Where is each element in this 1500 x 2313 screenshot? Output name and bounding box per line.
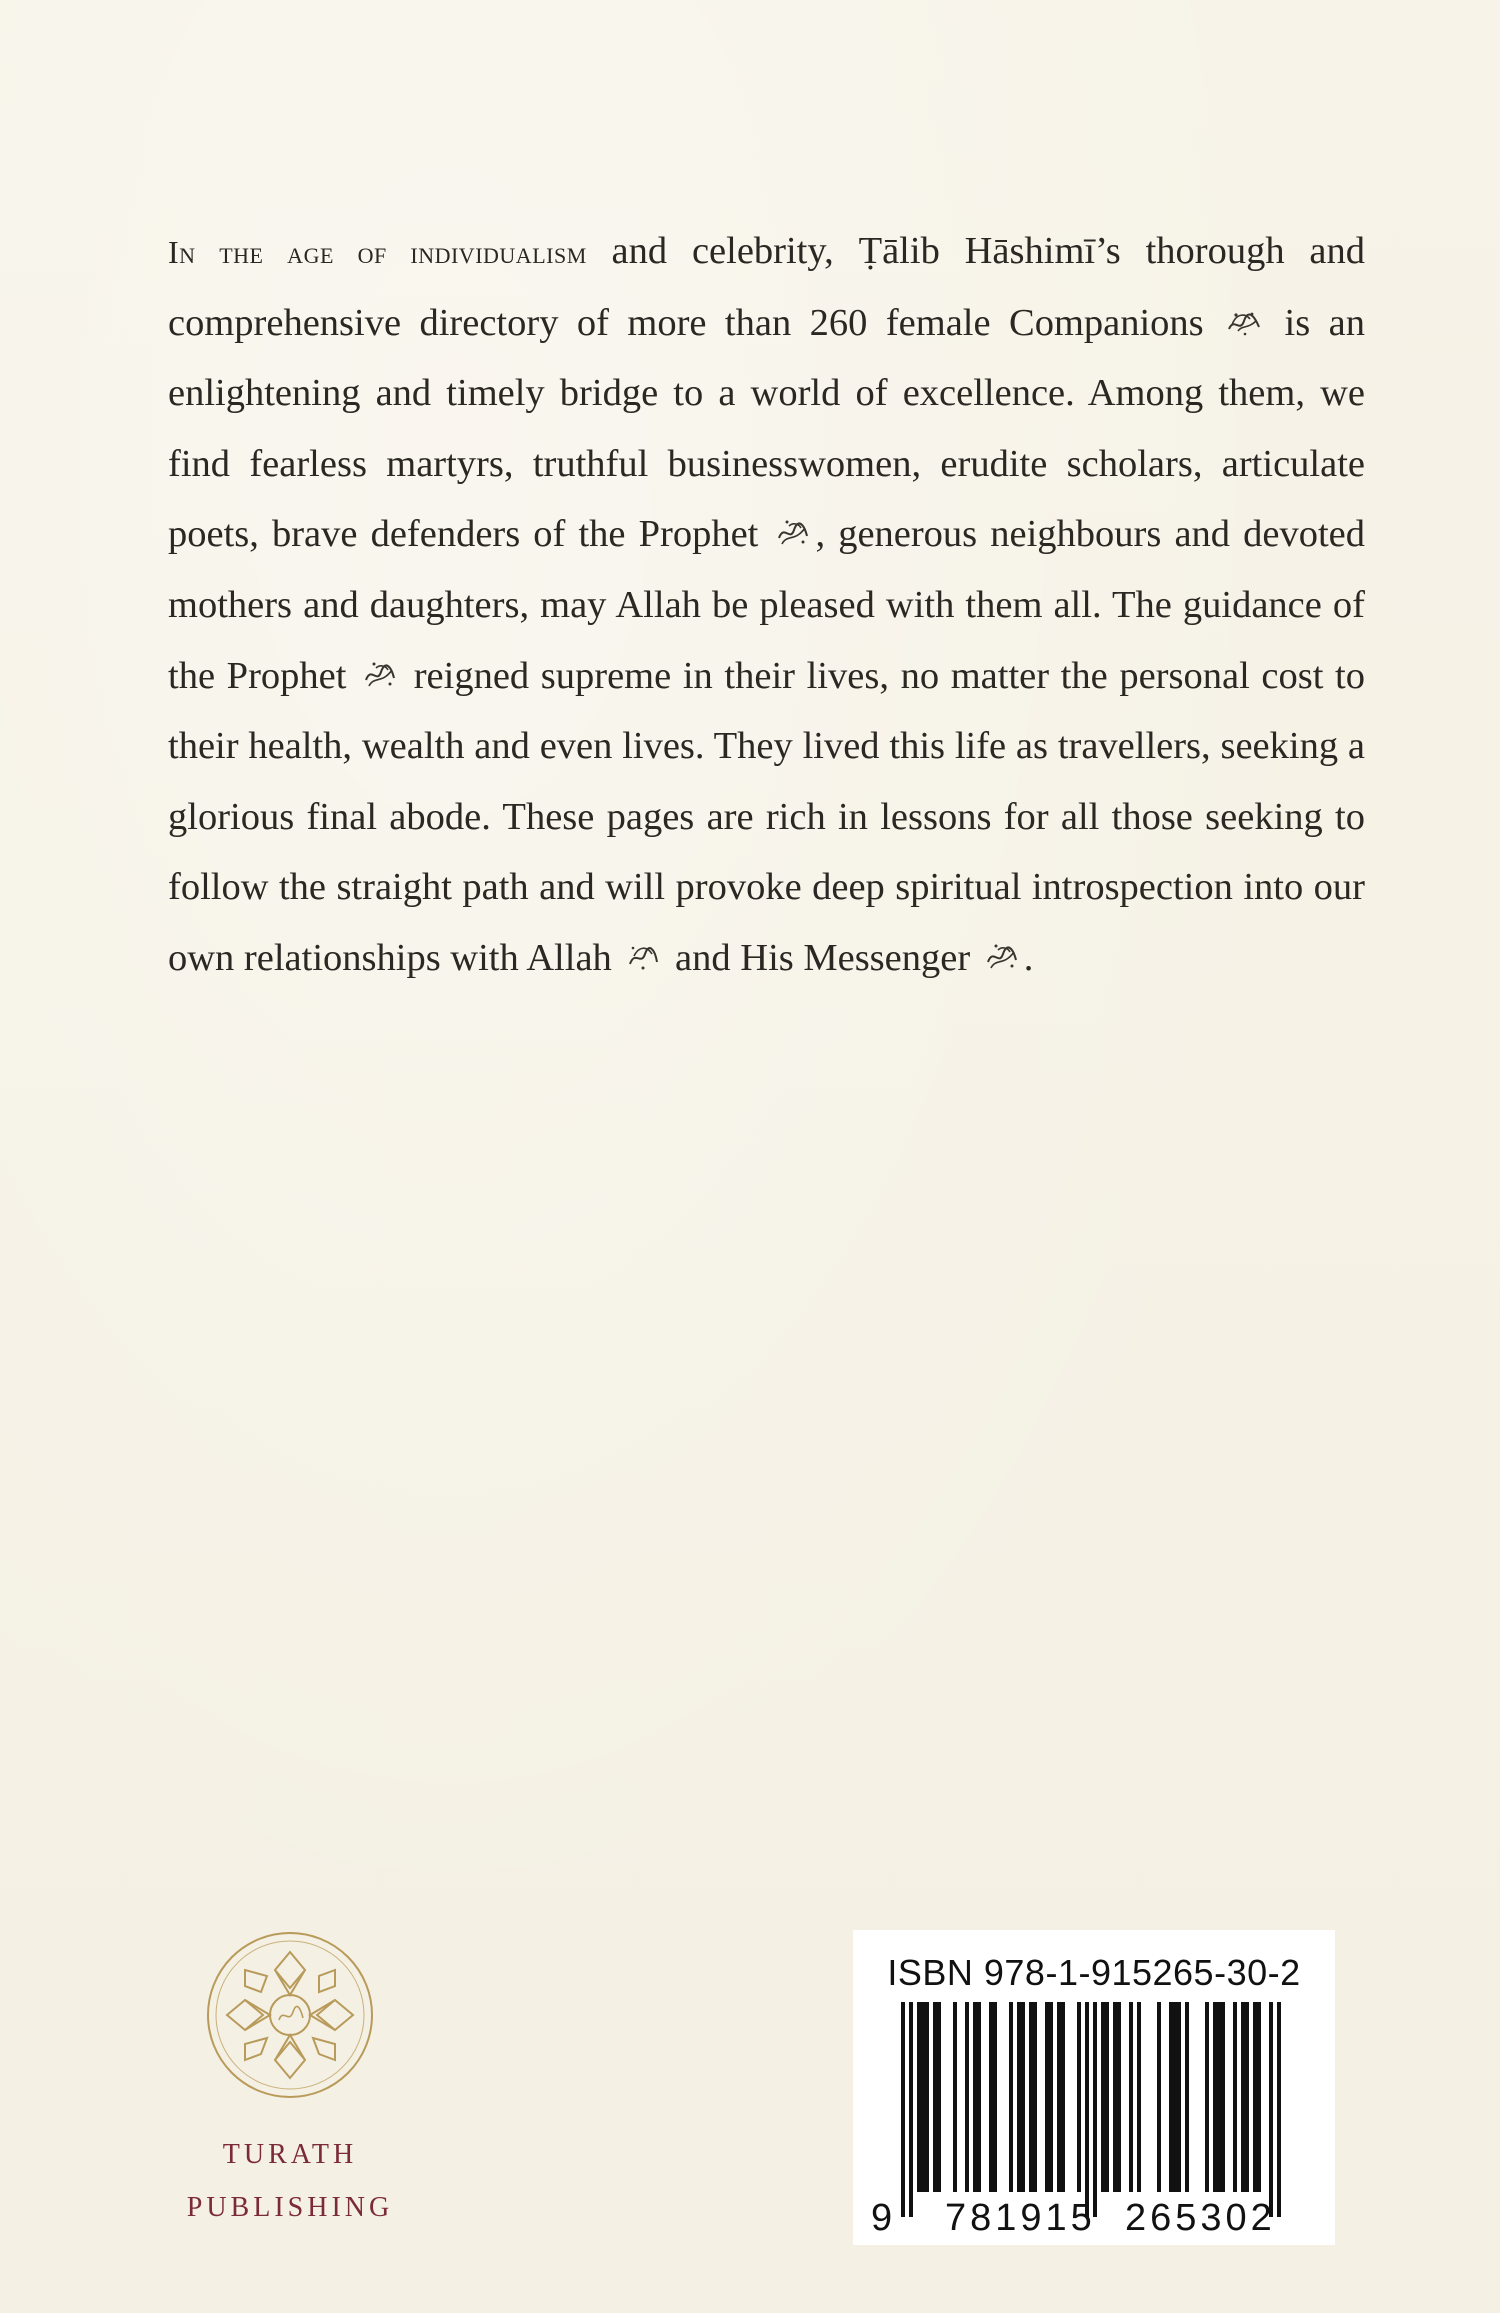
barcode-bar <box>1009 2002 1013 2192</box>
blurb-text-4: reigned supreme in their lives, no matter the personal cost to their health, wealth and even lives. They lived this life as travellers, seeking a glorious final abode. These pages are rich in lessons for all those seeking to follow the straight path and will provoke deep spiritual introspection into our own relationships with Allah <box>168 654 1366 979</box>
barcode-bar <box>1113 2002 1117 2192</box>
barcode-bar <box>993 2002 997 2192</box>
publisher-line-2: PUBLISHING <box>186 2192 394 2223</box>
barcode-bar <box>1241 2002 1245 2192</box>
salawat-calligraphy-icon <box>984 942 1020 972</box>
barcode-bar <box>1085 2002 1089 2217</box>
barcode-bar <box>1277 2002 1281 2217</box>
publisher-block <box>170 1930 410 2234</box>
barcode-bar <box>1173 2002 1177 2192</box>
barcode-bars <box>901 2002 1281 2217</box>
barcode-bar <box>1077 2002 1081 2192</box>
barcode-bar <box>1033 2002 1037 2192</box>
blurb-paragraph <box>168 216 1365 994</box>
publisher-line-1: TURATH <box>222 2139 358 2170</box>
publisher-name <box>170 2128 410 2234</box>
blurb-text-5: and His Messenger <box>665 936 980 979</box>
barcode-left-digits: 781915 <box>945 2197 1096 2239</box>
barcode-bar <box>973 2002 977 2192</box>
barcode-bar <box>1029 2002 1033 2192</box>
barcode-bar <box>917 2002 921 2192</box>
barcode-bar <box>1045 2002 1049 2192</box>
isbn-barcode <box>853 1930 1335 2245</box>
barcode-first-digit: 9 <box>871 2197 893 2239</box>
barcode-bar <box>1257 2002 1261 2192</box>
salawat-calligraphy-icon <box>775 518 811 548</box>
barcode-bar <box>1093 2002 1097 2217</box>
barcode-bar <box>1129 2002 1133 2192</box>
glorification-calligraphy-icon <box>625 942 661 972</box>
barcode-bar <box>1213 2002 1217 2192</box>
barcode-bar <box>1245 2002 1249 2192</box>
barcode-bar <box>1177 2002 1181 2192</box>
barcode-bar <box>1221 2002 1225 2192</box>
barcode-bar <box>1101 2002 1105 2192</box>
barcode-bar <box>989 2002 993 2192</box>
barcode-bar <box>1057 2002 1061 2192</box>
barcode-bar <box>965 2002 969 2192</box>
barcode-bar <box>1157 2002 1161 2192</box>
barcode-bar <box>1049 2002 1053 2192</box>
ean13-barcode-graphic <box>853 1930 1335 2245</box>
barcode-bar <box>1217 2002 1221 2192</box>
barcode-bar <box>909 2002 913 2217</box>
barcode-bar <box>1117 2002 1121 2192</box>
blurb-text-3: , generous neighbours and devoted mothers and daughters, may Allah be pleased with them all. The guidance of the Prophet <box>168 513 1365 697</box>
blurb-lead-smallcaps: In the age of individualism <box>168 234 587 270</box>
barcode-bar <box>921 2002 925 2192</box>
salawat-calligraphy-icon <box>362 660 398 690</box>
isbn-label: ISBN 978-1-915265-30-2 <box>887 1952 1301 1993</box>
barcode-bar <box>1233 2002 1237 2192</box>
barcode-bar <box>1185 2002 1189 2192</box>
barcode-bar <box>1205 2002 1209 2192</box>
barcode-bar <box>925 2002 929 2192</box>
blurb-text-1: and celebrity, Ṭālib Hāshimī’s thorough and comprehensive directory of more than 260 female Companions <box>168 230 1365 344</box>
barcode-bar <box>1105 2002 1109 2192</box>
barcode-bar <box>933 2002 937 2192</box>
barcode-bar <box>1169 2002 1173 2192</box>
barcode-right-digits: 265302 <box>1125 2197 1276 2239</box>
blurb-text-2: is an enlightening and timely bridge to a world of excellence. Among them, we find fearless martyrs, truthful businesswomen, erudite scholars, articulate poets, brave defenders of the Prophet <box>168 301 1365 556</box>
barcode-bar <box>1017 2002 1021 2192</box>
barcode-bar <box>1137 2002 1141 2192</box>
barcode-bar <box>901 2002 905 2217</box>
barcode-bar <box>1061 2002 1065 2192</box>
honorific-calligraphy-icon <box>1226 307 1262 337</box>
barcode-bar <box>1269 2002 1273 2217</box>
barcode-bar <box>953 2002 957 2192</box>
barcode-bar <box>1021 2002 1025 2192</box>
barcode-bar <box>1253 2002 1257 2192</box>
blurb-text-6: . <box>1023 936 1034 979</box>
turath-publisher-logo-icon <box>205 1930 375 2100</box>
barcode-bar <box>937 2002 941 2192</box>
barcode-bar <box>977 2002 981 2192</box>
